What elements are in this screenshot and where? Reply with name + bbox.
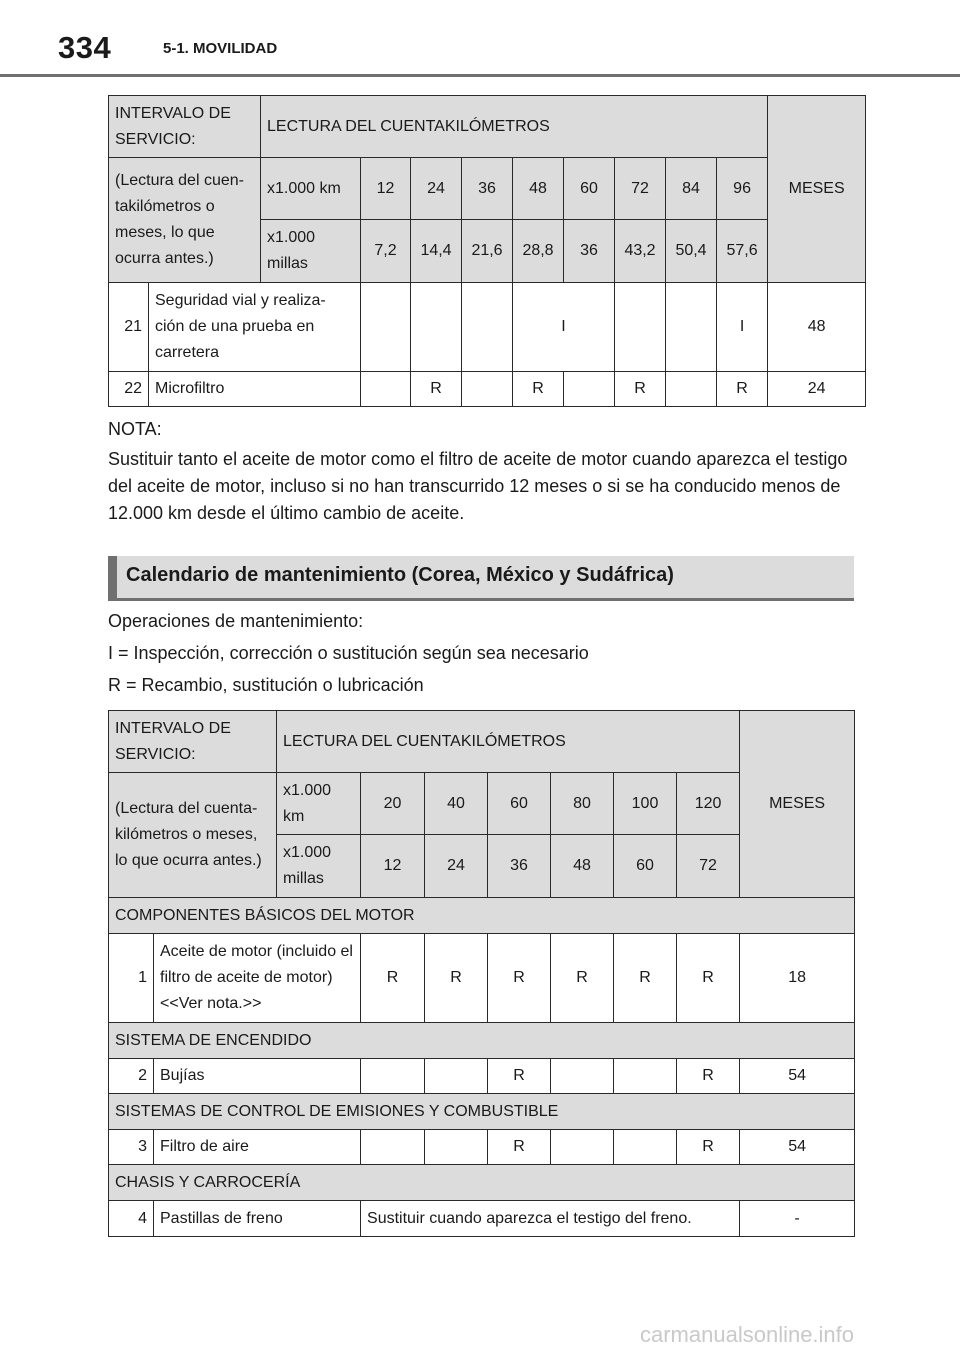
schedule-cell: R — [677, 1130, 740, 1165]
schedule-cell — [361, 1059, 425, 1094]
row-number: 2 — [109, 1059, 154, 1094]
km-value: 40 — [425, 773, 488, 835]
item-name: Pastillas de freno — [154, 1201, 361, 1237]
row-number: 22 — [109, 372, 149, 407]
mile-value: 24 — [425, 835, 488, 898]
schedule-cell — [666, 283, 717, 372]
months-value: 24 — [768, 372, 866, 407]
ops-replacement-def: R = Recambio, sustitución o lubricación — [108, 675, 424, 695]
table-row — [109, 372, 866, 407]
schedule-cell: R — [717, 372, 768, 407]
km-value: 72 — [615, 158, 666, 220]
mile-value: 12 — [361, 835, 425, 898]
table-row — [109, 934, 855, 1023]
months-value: 48 — [768, 283, 866, 372]
schedule-cell — [615, 283, 666, 372]
schedule-cell — [411, 283, 462, 372]
mile-value: 43,2 — [615, 220, 666, 283]
schedule-cell: R — [615, 372, 666, 407]
row-number: 3 — [109, 1130, 154, 1165]
schedule-cell — [666, 372, 717, 407]
km-value: 24 — [411, 158, 462, 220]
banner-accent-bar — [108, 556, 117, 598]
item-name: Bujías — [154, 1059, 361, 1094]
section-emission: SISTEMAS DE CONTROL DE EMISIONES Y COMBUSTIBLE — [109, 1094, 855, 1130]
km-value: 120 — [677, 773, 740, 835]
schedule-cell: R — [411, 372, 462, 407]
mile-value: 36 — [488, 835, 551, 898]
interval-note: (Lectura del cuen-takilómetros o meses, lo que ocurra antes.) — [109, 158, 261, 283]
km-value: 60 — [488, 773, 551, 835]
section-ignition: SISTEMA DE ENCENDIDO — [109, 1023, 855, 1059]
km-value: 96 — [717, 158, 768, 220]
section-chassis: CHASIS Y CARROCERÍA — [109, 1165, 855, 1201]
mile-value: 60 — [614, 835, 677, 898]
banner-title: Calendario de mantenimiento (Corea, México y Sudáfrica) — [126, 564, 674, 586]
interval-note: (Lectura del cuenta-kilómetros o meses, lo que ocurra antes.) — [109, 773, 277, 898]
months-value: 54 — [740, 1130, 855, 1165]
section-title: 5-1. MOVILIDAD — [163, 40, 278, 57]
mile-value: 57,6 — [717, 220, 768, 283]
maintenance-table-1 — [108, 95, 866, 407]
mile-value: 14,4 — [411, 220, 462, 283]
schedule-cell — [551, 1130, 614, 1165]
page-number: 334 — [58, 30, 112, 65]
row-number: 4 — [109, 1201, 154, 1237]
item-name: Aceite de motor (incluido el filtro de aceite de motor) <<Ver nota.>> — [154, 934, 361, 1023]
schedule-cell — [614, 1059, 677, 1094]
schedule-cell — [551, 1059, 614, 1094]
mile-value: 36 — [564, 220, 615, 283]
schedule-cell: R — [614, 934, 677, 1023]
miles-unit: x1.000 millas — [277, 835, 361, 898]
schedule-cell: R — [513, 372, 564, 407]
km-unit: x1.000 km — [261, 158, 361, 220]
schedule-cell: R — [551, 934, 614, 1023]
item-name: Microfiltro — [149, 372, 361, 407]
interval-label: INTERVALO DE SERVICIO: — [109, 711, 277, 773]
ops-intro: Operaciones de mantenimiento: — [108, 611, 364, 631]
km-value: 36 — [462, 158, 513, 220]
km-unit: x1.000 km — [277, 773, 361, 835]
mile-value: 7,2 — [361, 220, 411, 283]
km-value: 48 — [513, 158, 564, 220]
schedule-cell: R — [677, 934, 740, 1023]
table-row — [109, 283, 866, 372]
row-number: 1 — [109, 934, 154, 1023]
schedule-cell: R — [488, 1059, 551, 1094]
months-value: 54 — [740, 1059, 855, 1094]
km-value: 80 — [551, 773, 614, 835]
watermark: carmanualsonline.info — [640, 1322, 855, 1347]
section-banner — [108, 556, 854, 601]
schedule-cell — [425, 1059, 488, 1094]
maintenance-table-2 — [108, 710, 855, 1237]
header-rule — [0, 74, 960, 77]
table-row — [109, 1201, 855, 1237]
mile-value: 21,6 — [462, 220, 513, 283]
note-label: NOTA: — [108, 419, 162, 439]
km-value: 60 — [564, 158, 615, 220]
schedule-cell: R — [488, 1130, 551, 1165]
row-number: 21 — [109, 283, 149, 372]
schedule-cell — [462, 283, 513, 372]
item-name: Filtro de aire — [154, 1130, 361, 1165]
schedule-cell: I — [717, 283, 768, 372]
mile-value: 28,8 — [513, 220, 564, 283]
odometer-label: LECTURA DEL CUENTAKILÓMETROS — [261, 96, 768, 158]
schedule-cell — [361, 1130, 425, 1165]
km-value: 20 — [361, 773, 425, 835]
km-value: 12 — [361, 158, 411, 220]
section-engine: COMPONENTES BÁSICOS DEL MOTOR — [109, 898, 855, 934]
item-name: Seguridad vial y realiza-ción de una prueba en carretera — [149, 283, 361, 372]
months-header: MESES — [768, 96, 866, 283]
months-value: 18 — [740, 934, 855, 1023]
schedule-cell: R — [425, 934, 488, 1023]
note-text: Sustituir tanto el aceite de motor como el filtro de aceite de motor cuando aparezca el testigo del aceite de motor, incluso si no han transcurrido 12 meses o si se ha conducido menos de 12.000 km desde el último cambio de aceite. — [108, 449, 848, 523]
page-header — [0, 0, 960, 78]
brake-instruction: Sustituir cuando aparezca el testigo del freno. — [361, 1201, 740, 1237]
km-value: 84 — [666, 158, 717, 220]
table-row — [109, 1059, 855, 1094]
months-value: - — [740, 1201, 855, 1237]
interval-label: INTERVALO DE SERVICIO: — [109, 96, 261, 158]
schedule-cell — [425, 1130, 488, 1165]
schedule-cell: R — [677, 1059, 740, 1094]
mile-value: 72 — [677, 835, 740, 898]
months-header: MESES — [740, 711, 855, 898]
km-value: 100 — [614, 773, 677, 835]
mile-value: 48 — [551, 835, 614, 898]
mile-value: 50,4 — [666, 220, 717, 283]
schedule-cell: I — [513, 283, 615, 372]
schedule-cell — [462, 372, 513, 407]
schedule-cell — [361, 283, 411, 372]
schedule-cell: R — [488, 934, 551, 1023]
ops-inspection-def: I = Inspección, corrección o sustitución según sea necesario — [108, 643, 589, 663]
odometer-label: LECTURA DEL CUENTAKILÓMETROS — [277, 711, 740, 773]
table-row — [109, 1130, 855, 1165]
schedule-cell — [564, 372, 615, 407]
miles-unit: x1.000 millas — [261, 220, 361, 283]
schedule-cell: R — [361, 934, 425, 1023]
schedule-cell — [614, 1130, 677, 1165]
schedule-cell — [361, 372, 411, 407]
